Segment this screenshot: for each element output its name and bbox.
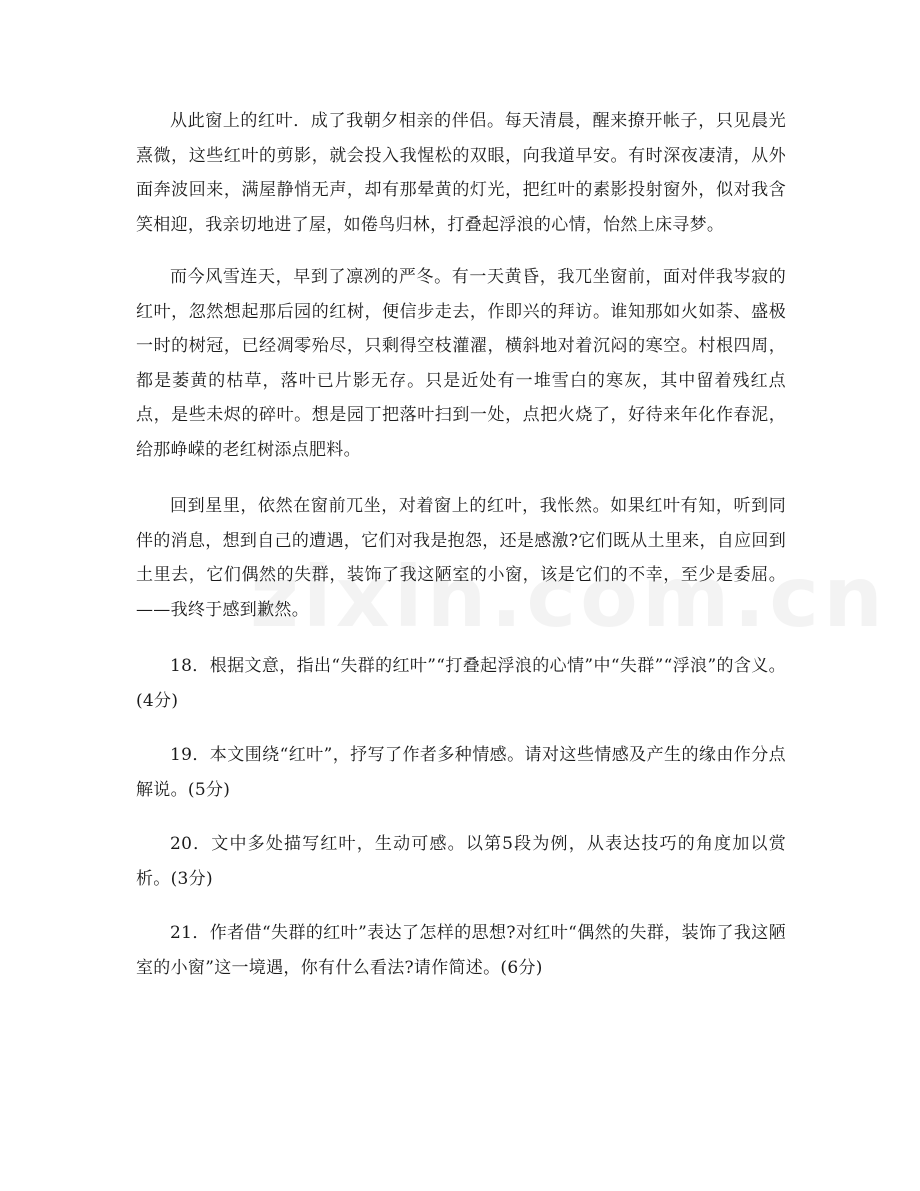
question-19: 19．本文围绕“红叶”，抒写了作者多种情感。请对这些情感及产生的缘由作分点解说。(5分): [136, 745, 786, 800]
paragraph-1: 从此窗上的红叶．成了我朝夕相亲的伴侣。每天清晨，醒来撩开帐子，只见晨光熹微，这些红叶的剪影，就会投入我惺松的双眼，向我道早安。有时深夜凄清，从外面奔波回来，满屋静悄无声，却有那晕黄的灯光，把红叶的素影投射窗外，似对我含笑相迎，我亲切地进了屋，如倦鸟归林，打叠起浮浪的心情，怡然上床寻梦。: [136, 111, 786, 235]
question-20: 20．文中多处描写红叶，生动可感。以第5段为例，从表达技巧的角度加以赏析。(3分): [136, 834, 786, 889]
question-21: 21．作者借“失群的红叶”表达了怎样的思想?对红叶“偶然的失群，装饰了我这陋室的小窗”这一境遇，你有什么看法?请作简述。(6分): [136, 923, 786, 978]
paragraph-3: 回到星里，依然在窗前兀坐，对着窗上的红叶，我怅然。如果红叶有知，听到同伴的消息，想到自己的遭遇，它们对我是抱怨，还是感激?它们既从土里来，自应回到土里去，它们偶然的失群，装饰了我这陋室的小窗，该是它们的不幸，至少是委屈。——我终于感到歉然。: [136, 496, 786, 620]
document-body: [136, 104, 786, 1005]
paragraph-2: 而今风雪连天，早到了凛冽的严冬。有一天黄昏，我兀坐窗前，面对伴我岑寂的红叶，忽然想起那后园的红树，便信步走去，作即兴的拜访。谁知那如火如荼、盛极一时的树冠，已经凋零殆尽，只剩得空枝灌濯，横斜地对着沉闷的寒空。村根四周，都是萎黄的枯草，落叶已片影无存。只是近处有一堆雪白的寒灰，其中留着残红点点，是些未烬的碎叶。想是园丁把落叶扫到一处，点把火烧了，好待来年化作春泥，给那峥嵘的老红树添点肥料。: [136, 267, 786, 460]
question-18: 18．根据文意，指出“失群的红叶”“打叠起浮浪的心情”中“失群”“浮浪”的含义。(4分): [136, 656, 786, 711]
